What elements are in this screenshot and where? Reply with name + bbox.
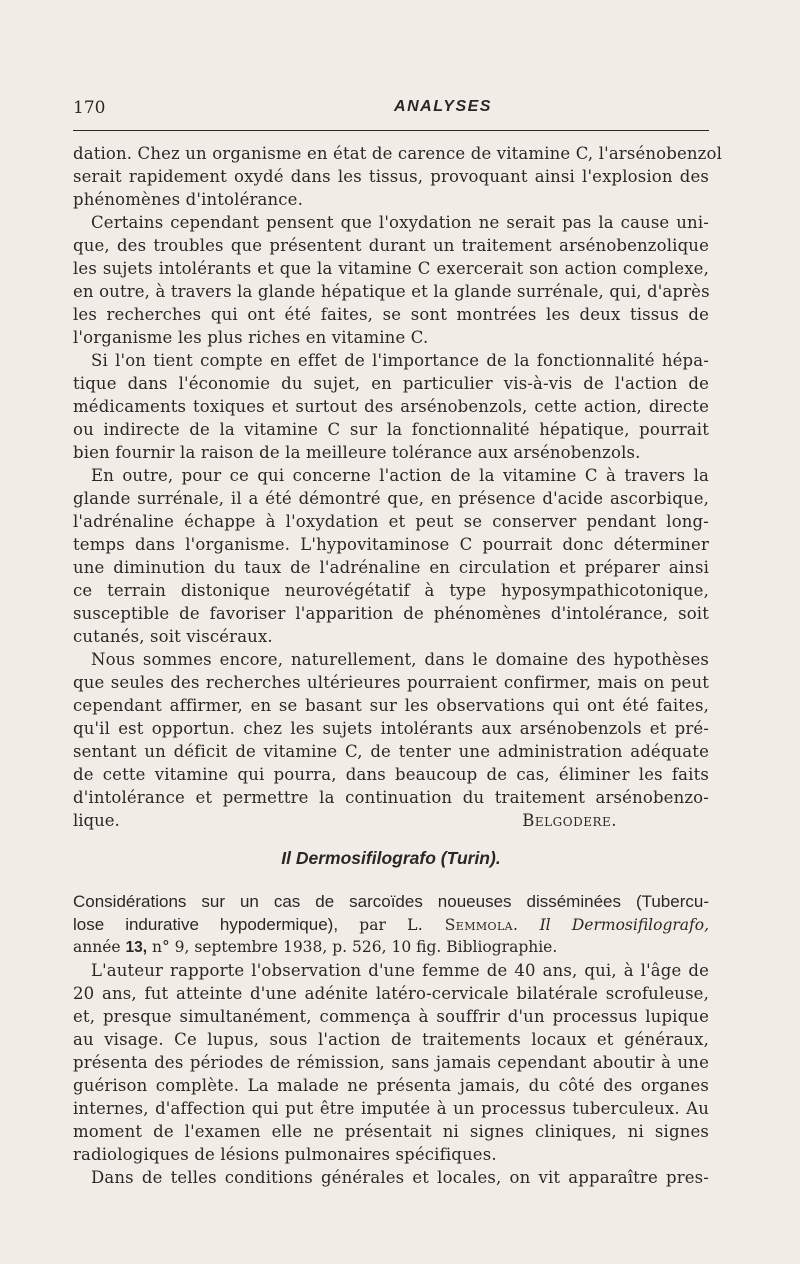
text-line: de cette vitamine qui pourra, dans beaucoup de cas, éliminer les faits: [73, 765, 709, 784]
article-citation-line: [73, 913, 709, 936]
text-line: 20 ans, fut atteinte d'une adénite latéro-cervicale bilatérale scrofuleuse,: [73, 984, 709, 1003]
text-line: susceptible de favoriser l'apparition de phénomènes d'intolérance, soit: [73, 604, 709, 623]
paragraph: [73, 349, 709, 464]
page-number: 170: [73, 98, 106, 118]
citation-par: par: [359, 916, 386, 934]
paragraph: [73, 648, 709, 832]
page-header: [73, 98, 709, 126]
header-rule: [73, 130, 709, 131]
text-line: serait rapidement oxydé dans les tissus, provoquant ainsi l'explosion des: [73, 167, 709, 186]
text-line: une diminution du taux de l'adrénaline en circulation et préparer ainsi: [73, 558, 709, 577]
text-line: phénomènes d'intolérance.: [73, 190, 303, 209]
text-line: Si l'on tient compte en effet de l'importance de la fonctionnalité hépa-: [91, 351, 709, 370]
text-line: cependant affirmer, en se basant sur les observations qui ont été faites,: [73, 696, 709, 715]
citation-year-label: année: [73, 938, 121, 956]
citation-journal: Il Dermosifilografo,: [539, 916, 710, 934]
text-line: sentant un déficit de vitamine C, de tenter une administration adéquate: [73, 742, 709, 761]
text-line: en outre, à travers la glande hépatique et la glande surrénale, qui, d'après: [73, 282, 710, 301]
section-title: Il Dermosifilografo (Turin).: [281, 848, 501, 868]
article-citation-line: [73, 936, 709, 959]
text-line: l'organisme les plus riches en vitamine C.: [73, 328, 429, 347]
text-line: L'auteur rapporte l'observation d'une femme de 40 ans, qui, à l'âge de: [91, 961, 709, 980]
paragraph: [73, 142, 722, 211]
paragraph: [73, 211, 709, 349]
text-line: radiologiques de lésions pulmonaires spécifiques.: [73, 1145, 497, 1164]
text-line: cutanés, soit viscéraux.: [73, 627, 273, 646]
text-line: et, presque simultanément, commença à souffrir d'un processus lupique: [73, 1007, 709, 1026]
text-line: ou indirecte de la vitamine C sur la fonctionnalité hépatique, pourrait: [73, 420, 709, 439]
text-line: que, des troubles que présentent durant un traitement arsénobenzolique: [73, 236, 709, 255]
citation-volume: 13,: [125, 939, 148, 956]
signature-line: [73, 809, 709, 832]
text-line: présenta des périodes de rémission, sans jamais cependant aboutir à une: [73, 1053, 709, 1072]
running-title: ANALYSES: [394, 98, 492, 115]
text-line: En outre, pour ce qui concerne l'action de la vitamine C à travers la: [91, 466, 709, 485]
text-line: ce terrain distonique neurovégétatif à type hyposympathicotonique,: [73, 581, 709, 600]
text-line: bien fournir la raison de la meilleure tolérance aux arsénobenzols.: [73, 443, 641, 462]
page-body: [73, 142, 722, 1189]
text-line: moment de l'examen elle ne présentait ni signes cliniques, ni signes: [73, 1122, 709, 1141]
article-title-line: Considérations sur un cas de sarcoïdes noueuses disséminées (Tubercu-: [73, 892, 709, 911]
text-line: que seules des recherches ultérieures pourraient confirmer, mais on peut: [73, 673, 709, 692]
text-line: internes, d'affection qui put être imputée à un processus tuberculeux. Au: [73, 1099, 709, 1118]
citation-author: L. Semmola.: [407, 916, 519, 934]
text-line: d'intolérance et permettre la continuation du traitement arsénobenzo-: [73, 788, 709, 807]
article-title-line: lose indurative hypodermique),: [73, 915, 339, 934]
text-line: au visage. Ce lupus, sous l'action de traitements locaux et généraux,: [73, 1030, 709, 1049]
text-line: glande surrénale, il a été démontré que, en présence d'acide ascorbique,: [73, 489, 709, 508]
paragraph: [73, 464, 709, 648]
paragraph: [73, 959, 709, 1166]
text-line: guérison complète. La malade ne présenta jamais, du côté des organes: [73, 1076, 709, 1095]
article: [73, 890, 709, 1189]
text-line: Dans de telles conditions générales et locales, on vit apparaître pres-: [91, 1168, 709, 1187]
text-line: Nous sommes encore, naturellement, dans le domaine des hypothèses: [91, 650, 709, 669]
text-line: lique.: [73, 811, 120, 830]
continued-text: [73, 142, 722, 832]
author-signature: Belgodere.: [522, 811, 617, 830]
paragraph: [73, 1166, 709, 1189]
text-line: tique dans l'économie du sujet, en particulier vis-à-vis de l'action de: [73, 374, 709, 393]
text-line: les sujets intolérants et que la vitamine C exercerait son action complexe,: [73, 259, 709, 278]
text-line: qu'il est opportun. chez les sujets intolérants aux arsénobenzols et pré-: [73, 719, 709, 738]
text-line: Certains cependant pensent que l'oxydation ne serait pas la cause uni-: [91, 213, 709, 232]
text-line: l'adrénaline échappe à l'oxydation et peut se conserver pendant long-: [73, 512, 709, 531]
text-line: les recherches qui ont été faites, se sont montrées les deux tissus de: [73, 305, 709, 324]
text-line: dation. Chez un organisme en état de carence de vitamine C, l'arsénobenzol: [73, 144, 722, 163]
text-line: médicaments toxiques et surtout des arsénobenzols, cette action, directe: [73, 397, 709, 416]
citation-details: n° 9, septembre 1938, p. 526, 10 fig. Bibliographie.: [152, 938, 558, 956]
text-line: temps dans l'organisme. L'hypovitaminose C pourrait donc déterminer: [73, 535, 709, 554]
